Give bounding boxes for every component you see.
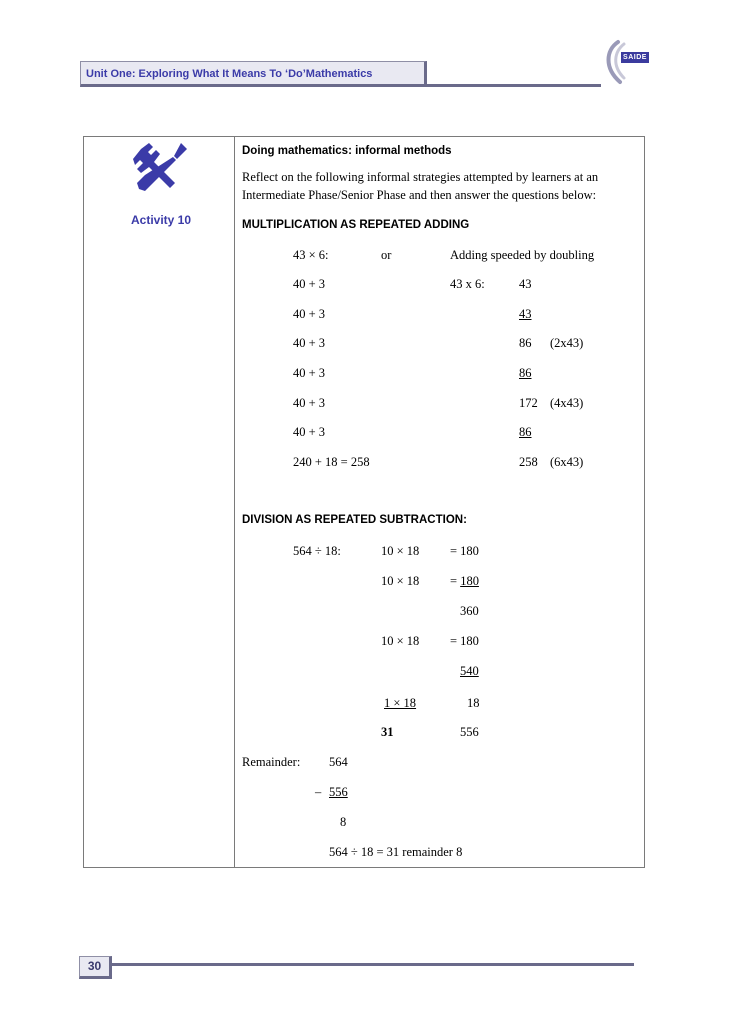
- div-multiplier: 10 × 18: [381, 634, 420, 648]
- division-heading: DIVISION AS REPEATED SUBTRACTION:: [242, 514, 467, 526]
- mult-row: 40 + 3: [293, 336, 326, 350]
- tools-icon: [131, 139, 191, 195]
- div-value: = 180: [450, 634, 479, 648]
- div-value-underlined: 180: [460, 574, 479, 588]
- div-subtotal: 540: [460, 664, 479, 678]
- div-value: = 180: [450, 574, 479, 588]
- activity-label: Activity 10: [131, 213, 192, 227]
- doubling-note: (4x43): [550, 396, 584, 410]
- header-rule: [427, 84, 601, 87]
- footer-rule: [112, 963, 634, 966]
- doubling-value: 86: [519, 425, 532, 439]
- unit-title: Unit One: Exploring What It Means To ‘Do’Mathematics: [86, 68, 373, 80]
- activity-table: [83, 136, 645, 868]
- div-subtotal: 360: [460, 604, 479, 618]
- div-multiplier: 1 × 18: [384, 696, 417, 710]
- remainder-subtract: 556: [329, 785, 348, 799]
- mult-total: 240 + 18 = 258: [293, 455, 370, 469]
- div-expression: 564 ÷ 18:: [293, 544, 341, 558]
- intro-text: Reflect on the following informal strategies attempted by learners at an Intermediate Phase/Senior Phase and then answer the questions below:: [242, 170, 599, 202]
- div-total: 556: [460, 725, 479, 739]
- doubling-value: 43: [519, 307, 532, 321]
- remainder-label: Remainder:: [242, 755, 301, 769]
- division-conclusion: 564 ÷ 18 = 31 remainder 8: [329, 845, 463, 859]
- doubling-value: 172: [519, 396, 538, 410]
- doubling-label: Adding speeded by doubling: [450, 248, 595, 262]
- page-number: 30: [79, 956, 112, 979]
- doubling-expression: 43 x 6:: [450, 277, 485, 291]
- div-multiplier: 10 × 18: [381, 544, 420, 558]
- or-text: or: [381, 248, 392, 262]
- doubling-value: 86: [519, 336, 532, 350]
- div-value: = 180: [450, 544, 479, 558]
- doubling-value: 86: [519, 366, 532, 380]
- doubling-note: (2x43): [550, 336, 584, 350]
- mult-expression: 43 × 6:: [293, 248, 329, 262]
- remainder-result: 8: [340, 815, 347, 829]
- doubling-note: (6x43): [550, 455, 584, 469]
- div-multiplier: 10 × 18: [381, 574, 420, 588]
- mult-row: 40 + 3: [293, 425, 326, 439]
- div-value: 18: [467, 696, 480, 710]
- minus-sign: –: [315, 785, 322, 799]
- mult-row: 40 + 3: [293, 277, 326, 291]
- logo-text: SAIDE: [621, 52, 649, 63]
- mult-row: 40 + 3: [293, 366, 326, 380]
- mult-row: 40 + 3: [293, 396, 326, 410]
- mult-row: 40 + 3: [293, 307, 326, 321]
- doubling-value: 43: [519, 277, 532, 291]
- section-title: Doing mathematics: informal methods: [242, 145, 452, 157]
- remainder-value: 564: [329, 755, 348, 769]
- div-quotient: 31: [381, 725, 394, 739]
- multiplication-heading: MULTIPLICATION AS REPEATED ADDING: [242, 219, 470, 231]
- column-divider: [234, 136, 235, 868]
- doubling-value: 258: [519, 455, 538, 469]
